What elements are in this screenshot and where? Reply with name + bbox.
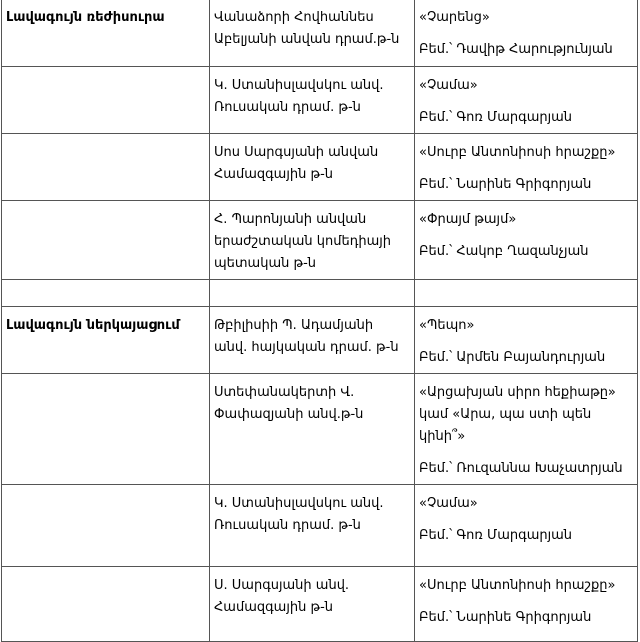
category-cell: Լավագույն ռեժիսուրա (2, 0, 210, 67)
table-row (2, 67, 638, 134)
play-cell (415, 374, 638, 485)
theatre-cell (210, 307, 415, 374)
theatre-name: Կ. Ստանիսլավսկու անվ. Ռուսական դրամ. թ-ն (214, 78, 384, 115)
director-name: Բեմ.՝ Հակոբ Ղազանչյան (419, 244, 589, 259)
play-title: «Չամա» (419, 78, 478, 93)
empty-cell (2, 280, 210, 307)
spacer-row (2, 280, 638, 307)
director-name: Բեմ.՝ Գոռ Մարգարյան (419, 528, 573, 543)
director-name: Բեմ.՝ Ռուզաննա Խաչատրյան (419, 461, 623, 476)
table-row (2, 374, 638, 485)
empty-cell (2, 201, 210, 280)
play-title: «Չամա» (419, 496, 478, 511)
play-cell (415, 567, 638, 642)
theatre-cell (210, 374, 415, 485)
play-cell (415, 307, 638, 374)
play-title: «Պեպո» (419, 318, 475, 333)
play-cell (415, 134, 638, 201)
play-title: «Չարենց» (419, 10, 490, 25)
play-title: «Փրայմ թայմ» (419, 212, 517, 227)
theatre-cell (210, 567, 415, 642)
theatre-cell (210, 201, 415, 280)
play-title: «Սուրբ Անտոնիոսի հրաշքը» (419, 145, 616, 160)
play-cell (415, 0, 638, 67)
empty-cell (415, 280, 638, 307)
category-cell: Լավագույն ներկայացում (2, 307, 210, 374)
empty-cell (2, 567, 210, 642)
table-row (2, 134, 638, 201)
theatre-name: Սոս Սարգսյանի անվան Համազգային թ-ն (214, 145, 379, 182)
table-row (2, 485, 638, 567)
table-row (2, 0, 638, 67)
director-name: Բեմ.՝ Արմեն Բայանդուրյան (419, 350, 606, 365)
theatre-name: Ս. Սարգսյանի անվ. Համազգային թ-ն (214, 578, 350, 615)
director-name: Բեմ.՝ Նարինե Գրիգորյան (419, 177, 592, 192)
director-name: Բեմ.՝ Գոռ Մարգարյան (419, 110, 573, 125)
theatre-cell (210, 134, 415, 201)
play-cell (415, 67, 638, 134)
theatre-cell (210, 485, 415, 567)
table-row (2, 201, 638, 280)
theatre-name: Հ. Պարոնյանի անվան երաժշտական կոմեդիայի պետական թ-ն (214, 212, 392, 271)
theatre-name: Ստեփանակերտի Վ. Փափազյանի անվ.թ-ն (214, 385, 364, 422)
table-row (2, 307, 638, 374)
awards-table (1, 0, 638, 642)
empty-cell (210, 280, 415, 307)
empty-cell (2, 67, 210, 134)
theatre-cell (210, 67, 415, 134)
play-cell (415, 485, 638, 567)
play-cell (415, 201, 638, 280)
play-title: «Սուրբ Անտոնիոսի հրաշքը» (419, 578, 616, 593)
empty-cell (2, 485, 210, 567)
table-row (2, 567, 638, 642)
theatre-name: Կ. Ստանիսլավսկու անվ. Ռուսական դրամ. թ-ն (214, 496, 384, 533)
empty-cell (2, 134, 210, 201)
empty-cell (2, 374, 210, 485)
theatre-cell (210, 0, 415, 67)
theatre-name: Թբիլիսիի Պ. Ադամյանի անվ. հայկական դրամ. թ-ն (214, 318, 399, 355)
play-title: «Արցախյան սիրո հեքիաթը» կամ «Արա, պա ստի պեն կինի՞» (419, 385, 616, 444)
theatre-name: Վանաձորի Հովհաննես Աբելյանի անվան դրամ.թ-ն (214, 10, 400, 47)
director-name: Բեմ.՝ Դավիթ Հարությունյան (419, 42, 613, 57)
director-name: Բեմ.՝ Նարինե Գրիգորյան (419, 610, 592, 625)
